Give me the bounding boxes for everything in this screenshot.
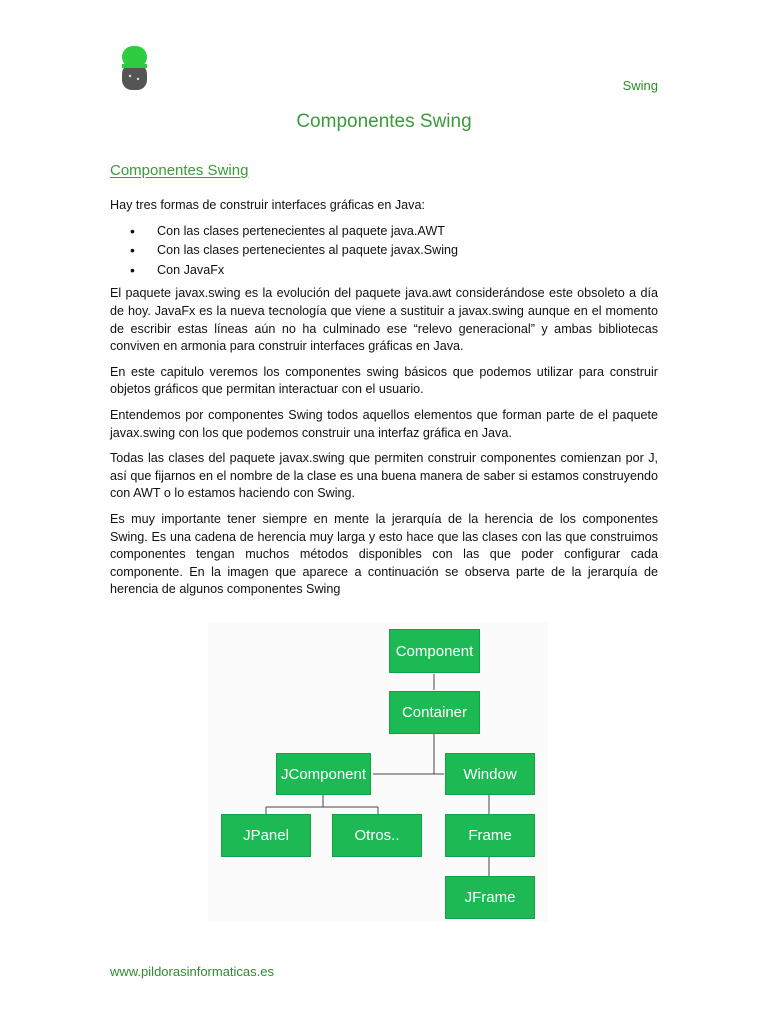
bullet-item: • Con las clases pertenecientes al paquete java.AWT <box>110 223 658 241</box>
section-heading: Componentes Swing <box>110 162 249 179</box>
document-body <box>110 197 658 607</box>
bullet-item: • Con las clases pertenecientes al paquete javax.Swing <box>110 242 658 260</box>
node-component: Component <box>389 629 480 673</box>
hierarchy-diagram <box>208 622 548 922</box>
footer-url: www.pildorasinformaticas.es <box>110 964 275 979</box>
bullet-item: • Con JavaFx <box>110 262 658 280</box>
node-window: Window <box>445 753 535 795</box>
logo-icon <box>121 46 148 90</box>
header-label: Swing <box>622 78 658 93</box>
intro-paragraph: Hay tres formas de construir interfaces gráficas en Java: <box>110 198 425 212</box>
node-frame: Frame <box>445 814 535 857</box>
paragraph: En este capitulo veremos los componentes swing básicos que podemos utilizar para construir objetos gráficos que permitan interactuar con el usuario. <box>110 364 658 397</box>
bullet-list <box>110 223 658 280</box>
node-otros: Otros.. <box>332 814 422 857</box>
node-container: Container <box>389 691 480 734</box>
node-jcomponent: JComponent <box>276 753 371 795</box>
paragraph: Es muy importante tener siempre en mente la jerarquía de la herencia de los componentes Swing. Es una cadena de herencia muy larga y esto hace que las clases con las que construimos componentes tengan muchos métodos disponibles con las que poder configurar cada componente. En la imagen que aparece a continuación se observa parte de la jerarquía de herencia de algunos componentes Swing <box>110 511 658 597</box>
paragraph: El paquete javax.swing es la evolución del paquete java.awt considerándose este obsoleto a día de hoy. JavaFx es la nueva tecnología que viene a sustituir a javax.swing aunque en el momento de escribir estas líneas aún no ha culminado ese “relevo generacional” y ambas bibliotecas conviven en armonia para construir interfaces gráficas en Java. <box>110 286 658 354</box>
paragraph: Todas las clases del paquete javax.swing que permiten construir componentes comienzan por J, así que fijarnos en el nombre de la clase es una buena manera de saber si estamos construyendo con AWT o lo estamos haciendo con Swing. <box>110 451 658 501</box>
paragraph: Entendemos por componentes Swing todos aquellos elementos que forman parte de el paquete javax.swing con los que podemos construir una interfaz gráfica en Java. <box>110 407 658 440</box>
node-jframe: JFrame <box>445 876 535 919</box>
document-title: Componentes Swing <box>296 111 472 132</box>
node-jpanel: JPanel <box>221 814 311 857</box>
